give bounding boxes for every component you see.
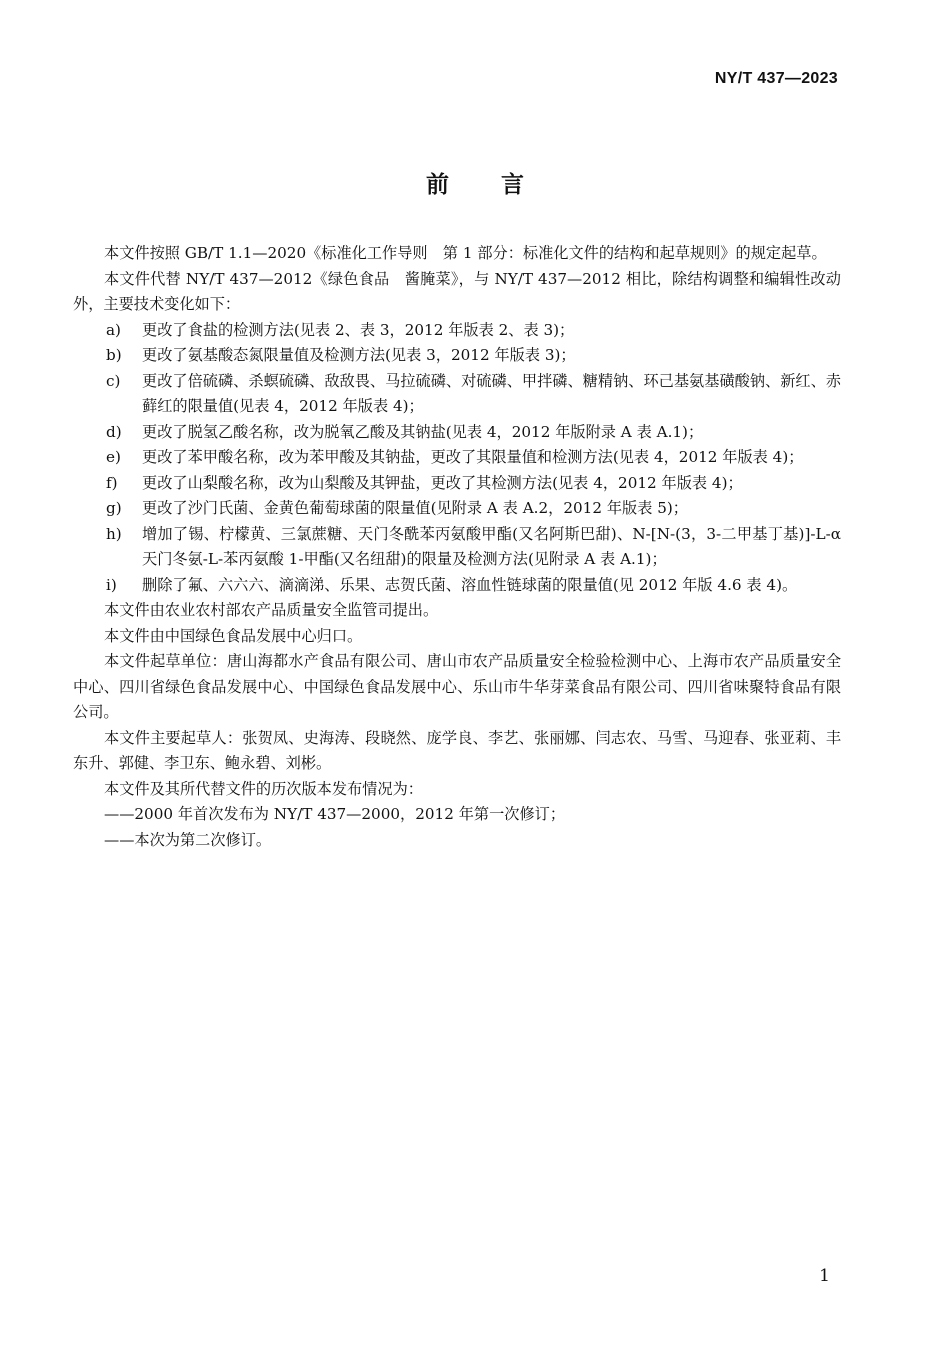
list-item-label: i) [106,575,117,594]
list-item-label: b) [106,346,122,364]
paragraph-drafters: 本文件主要起草人：张贺凤、史海涛、段晓然、庞学良、李艺、张丽娜、闫志农、马雪、马迎春、张亚莉、丰东升、郭健、李卫东、鲍永碧、刘彬。 [73,728,841,772]
list-item [73,318,841,344]
history-item: ——本次为第二次修订。 [104,830,272,849]
list-item [73,522,841,573]
list-item [73,573,841,599]
list-item-label: c) [106,371,121,390]
list-item-text: 更改了倍硫磷、杀螟硫磷、敌敌畏、马拉硫磷、对硫磷、甲拌磷、糖精钠、环己基氨基磺酸钠、新红、赤藓红的限量值(见表 4，2012 年版表 4)； [142,371,841,415]
list-item [73,445,841,471]
list-item [73,420,841,446]
list-item-text: 更改了食盐的检测方法(见表 2、表 3，2012 年版表 2、表 3)； [142,320,575,339]
list-item-label: h) [106,524,122,543]
list-item-label: f) [106,473,118,492]
list-item-text: 更改了沙门氏菌、金黄色葡萄球菌的限量值(见附录 A 表 A.2，2012 年版表 5)； [142,499,688,517]
list-item-label: g) [106,499,122,517]
changes-list [73,318,841,599]
list-item [73,369,841,420]
list-item [73,471,841,497]
list-item-text: 更改了氨基酸态氮限量值及检测方法(见表 3，2012 年版表 3)； [142,346,576,364]
foreword-body [73,241,841,853]
list-item [73,496,841,522]
list-item [73,343,841,369]
list-item-label: d) [106,422,122,441]
list-item-label: e) [106,448,121,466]
list-item-text: 更改了苯甲酸名称，改为苯甲酸及其钠盐，更改了其限量值和检测方法(见表 4，2012 年版表 4)； [142,448,804,466]
list-item-label: a) [106,320,121,339]
paragraph-history-intro: 本文件及其所代替文件的历次版本发布情况为： [104,779,423,798]
list-item-text: 更改了脱氢乙酸名称，改为脱氧乙酸及其钠盐(见表 4，2012 年版附录 A 表 A.1)； [142,422,704,441]
list-item-text: 增加了锡、柠檬黄、三氯蔗糖、天门冬酰苯丙氨酸甲酯(又名阿斯巴甜)、N-[N-(3，3-二甲基丁基)]-L-α 天门冬氨-L-苯丙氨酸 1-甲酯(又名纽甜)的限量及检测方法(见附录 A 表 A.1)； [142,524,841,568]
history-item: ——2000 年首次发布为 NY/T 437—2000，2012 年第一次修订； [104,805,566,823]
list-item-text: 删除了氟、六六六、滴滴涕、乐果、志贺氏菌、溶血性链球菌的限量值(见 2012 年版 4.6 表 4)。 [142,575,798,594]
paragraph-proposed-by: 本文件由农业农村部农产品质量安全监管司提出。 [104,601,439,619]
page-number: 1 [819,1266,830,1286]
page-title: 前言 [426,172,576,198]
paragraph-drafting-rules: 本文件按照 GB/T 1.1—2020《标准化工作导则 第 1 部分：标准化文件的结构和起草规则》的规定起草。 [104,244,827,262]
standard-number: NY/T 437—2023 [714,70,838,87]
paragraph-replacement: 本文件代替 NY/T 437—2012《绿色食品 酱腌菜》，与 NY/T 437—2012 相比，除结构调整和编辑性改动外，主要技术变化如下： [73,269,841,313]
paragraph-drafting-units: 本文件起草单位：唐山海都水产食品有限公司、唐山市农产品质量安全检验检测中心、上海市农产品质量安全中心、四川省绿色食品发展中心、中国绿色食品发展中心、乐山市牛华芽菜食品有限公司、四川省味聚特食品有限公司。 [73,652,841,721]
paragraph-centralized-by: 本文件由中国绿色食品发展中心归口。 [104,626,363,645]
list-item-text: 更改了山梨酸名称，改为山梨酸及其钾盐，更改了其检测方法(见表 4，2012 年版表 4)； [142,473,743,492]
